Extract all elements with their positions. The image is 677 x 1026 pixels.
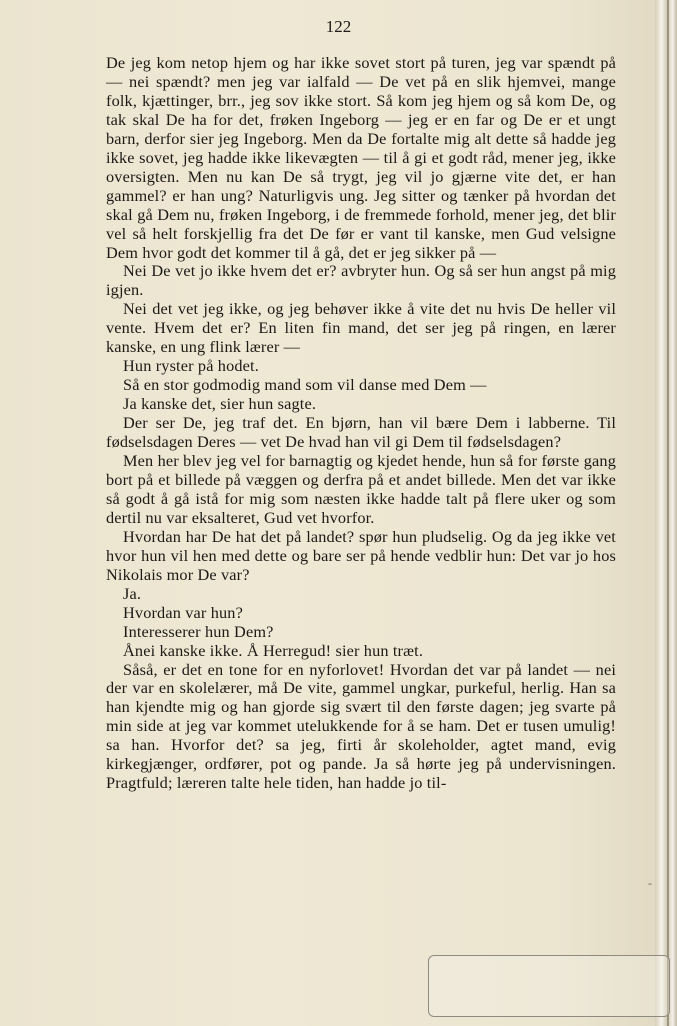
paragraph-10: Ja. — [123, 583, 142, 603]
paragraph-6: Ja kanske det, sier hun sagte. — [123, 394, 317, 414]
paragraph-4: Hun ryster på hodet. — [123, 356, 259, 376]
paragraph-13: Ånei kanske ikke. Å Herregud! sier hun træt. — [123, 640, 424, 660]
paragraph-1: De jeg kom netop hjem og har ikke sovet stort på turen, jeg var spændt på — nei spændt? men jeg var ialfald — De vet på en slik hjemvei, mange folk, kjættinger, brr., jeg sov ikke stort. Så kom jeg hjem og så kom De, og tak skal De ha for det, frøken Ingeborg — jeg er en far og De er et ungt barn, derfor sier jeg Ingeborg. Men da De fortalte mig alt dette så hadde jeg ikke sovet, jeg hadde ikke likevægten — til å gi et godt råd, mener jeg, ikke oversigten. Men nu kan De så trygt, jeg vil jo gjærne vite det, er han gammel? er han ung? Naturligvis ung. Jeg sitter og tænker på hvordan det skal gå Dem nu, frøken Ingeborg, i de fremmede forhold, mener jeg, det blir vel så helt forskjellig fra det De før er vant til kanske, men Gud velsigne Dem hvor godt det kommer til å gå, det er jeg sikker på — — [106, 53, 616, 262]
book-spine-edge — [655, 0, 677, 1026]
paragraph-8: Men her blev jeg vel for barnagtig og kjedet hende, hun så for første gang bort på et billede på væggen og derfra på et andet billede. Men det var ikke så godt å gå istå for mig som næsten ikke hadde talt på flere uker og som dertil nu var eksalteret, Gud vet hvorfor. — [106, 451, 616, 527]
paragraph-9: Hvordan har De hat det på landet? spør hun pludselig. Og da jeg ikke vet hvor hun vil hen med dette og bare ser på hende vedblir hun: Det var jo hos Nikolais mor De var? — [106, 526, 616, 584]
paragraph-3: Nei det vet jeg ikke, og jeg behøver ikke å vite det nu hvis De heller vil vente. Hvem det er? En liten fin mand, det ser jeg på ringen, en lærer kanske, en ung flink lærer — — [106, 299, 616, 357]
body-text — [106, 54, 616, 793]
margin-mark: - — [648, 876, 652, 890]
paragraph-7: Der ser De, jeg traf det. En bjørn, han vil bære Dem i labberne. Til fødselsdagen Deres — vet De hvad han vil gi Dem til fødselsdagen? — [106, 413, 616, 452]
paragraph-2: Nei De vet jo ikke hvem det er? avbryter hun. Og så ser hun angst på mig igjen. — [106, 261, 616, 300]
spine-shadow-line — [667, 0, 669, 1026]
paragraph-12: Interesserer hun Dem? — [123, 621, 274, 641]
paragraph-5: Så en stor godmodig mand som vil danse med Dem — — [123, 375, 487, 395]
paragraph-11: Hvordan var hun? — [123, 602, 243, 622]
paragraph-14: Såså, er det en tone for en nyforlovet! Hvordan det var på landet — nei der var en skolelærer, må De vite, gammel ungkar, purkeful, herlig. Han sa han kjendte mig og han gjorde sig svært til den første dagen; jeg svarte på min side at jeg var kommet utelukkende for å se ham. Det er tusen umulig! sa han. Hvorfor det? sa jeg, firti år skoleholder, agtet mand, evig kirkegjænger, ordfører, pot og pande. Ja så hørte jeg på undervisningen. Pragtfuld; læreren talte hele tiden, han hadde jo til- — [106, 659, 616, 793]
library-label-box — [428, 955, 670, 1017]
page-number: 122 — [325, 17, 352, 36]
